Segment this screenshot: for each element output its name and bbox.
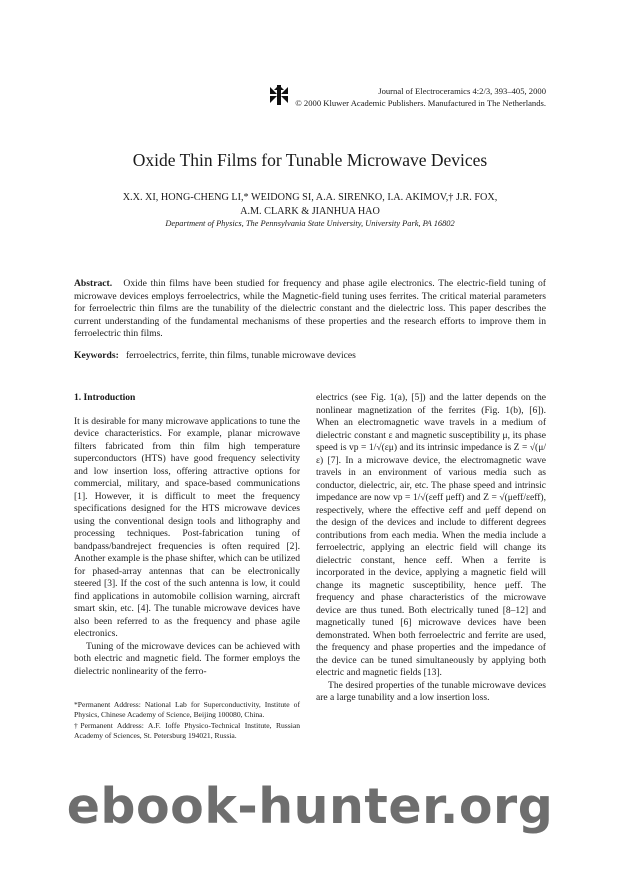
- keywords-label: Keywords:: [74, 350, 119, 361]
- abstract: [74, 278, 546, 341]
- paragraph: electrics (see Fig. 1(a), [5]) and the latter depends on the nonlinear magnetization of the ferrites (Fig. 1(b), [6]). When an electromagnetic wave travels in a medium of dielectric constant ε and magnetic susceptibility μ, its phase speed is vp = 1/√(εμ) and its intrinsic impedance is Z = √(μ/ε) [7]. In a microwave device, the electromagnetic wave travels in an environment of various media such as conductor, dielectric, air, etc. The phase speed and intrinsic impedance are now vp = 1/√(εeff μeff) and Z = √(μeff/εeff), respectively, where the effective εeff and μeff depend on the design of the devices and include to different degrees contributions from each media. When the media include a ferroelectric, applying an electric field will change its dielectric constant, hence εeff. When a ferrite is incorporated in the device, applying a magnetic field will change its magnetic susceptibility, hence μeff. The frequency and phase characteristics of the microwave device are thus tuned. Both electrically tuned [8–12] and magnetically tuned [6] microwave devices have been demonstrated. When both ferroelectric and ferrite are used, the frequency and phase properties and the impedance of the device can be tuned simultaneously by applying both electric and magnetic fields [13].: [316, 392, 546, 678]
- authors-line-1: X.X. XI, HONG-CHENG LI,* WEIDONG SI, A.A. SIRENKO, I.A. AKIMOV,† J.R. FOX,: [122, 192, 498, 203]
- authors-line-2: A.M. CLARK & JIANHUA HAO: [240, 206, 380, 217]
- section-heading: 1. Introduction: [74, 392, 136, 403]
- footnote: †Permanent Address: A.F. Ioffe Physico-Technical Institute, Russian Academy of Sciences, St. Petersburg 194021, Russia.: [74, 720, 300, 741]
- journal-citation: Journal of Electroceramics 4:2/3, 393–405, 2000: [378, 86, 546, 96]
- paragraph: Tuning of the microwave devices can be achieved with both electric and magnetic field. The former employs the dielectric nonlinearity of the ferro-: [74, 640, 300, 677]
- footnote: *Permanent Address: National Lab for Superconductivity, Institute of Physics, Chinese Academy of Science, Beijing 100080, China.: [74, 700, 300, 720]
- affiliation: Department of Physics, The Pennsylvania State University, University Park, PA 16802: [165, 219, 455, 228]
- keywords: [74, 350, 546, 361]
- paragraph: It is desirable for many microwave applications to tune the device characteristics. For example, planar microwave filters fabricated from thin film high temperature superconductors (HTS) have good frequency selectivity and low insertion loss, offering attractive options for commercial, military, and space-based communications [1]. However, it is difficult to meet the frequency specifications designed for the HTS microwave devices using the conventional design tools and lithography and processing techniques. Post-fabrication tuning of bandpass/bandreject frequencies is often required [2]. Another example is the phase shifter, which can be utilized for phased-array antennas that can be electronically steered [3]. If the cost of the such antenna is low, it could find applications in automobile collision warning, aircraft smart skin, etc. [4]. The tunable microwave devices have also been referred to as the frequency and phase agile electronics.: [74, 415, 300, 639]
- watermark: ebook-hunter.org: [66, 778, 554, 835]
- copyright-line: © 2000 Kluwer Academic Publishers. Manufactured in The Netherlands.: [295, 98, 546, 108]
- author-list: [100, 191, 520, 219]
- abstract-text: Oxide thin films have been studied for frequency and phase agile electronics. The electric-field tuning of microwave devices employs ferroelectrics, while the Magnetic-field tuning uses ferrites. The critical material parameters for ferroelectric thin films are the tunability of the dielectric constant and the dielectric loss. This paper describes the current understanding of the fundamental mechanisms of these properties and the research efforts to improve them in ferroelectric thin films.: [74, 278, 546, 340]
- paragraph: The desired properties of the tunable microwave devices are a large tunability and a low insertion loss.: [316, 679, 546, 703]
- journal-header: [295, 85, 546, 109]
- right-column: [316, 392, 546, 705]
- keywords-text: ferroelectrics, ferrite, thin films, tunable microwave devices: [125, 350, 356, 361]
- paper-title: Oxide Thin Films for Tunable Microwave Devices: [132, 150, 488, 170]
- abstract-label: Abstract.: [74, 278, 113, 289]
- footnotes: [74, 700, 300, 742]
- left-column: [74, 392, 300, 678]
- publisher-logo-icon: [268, 84, 290, 106]
